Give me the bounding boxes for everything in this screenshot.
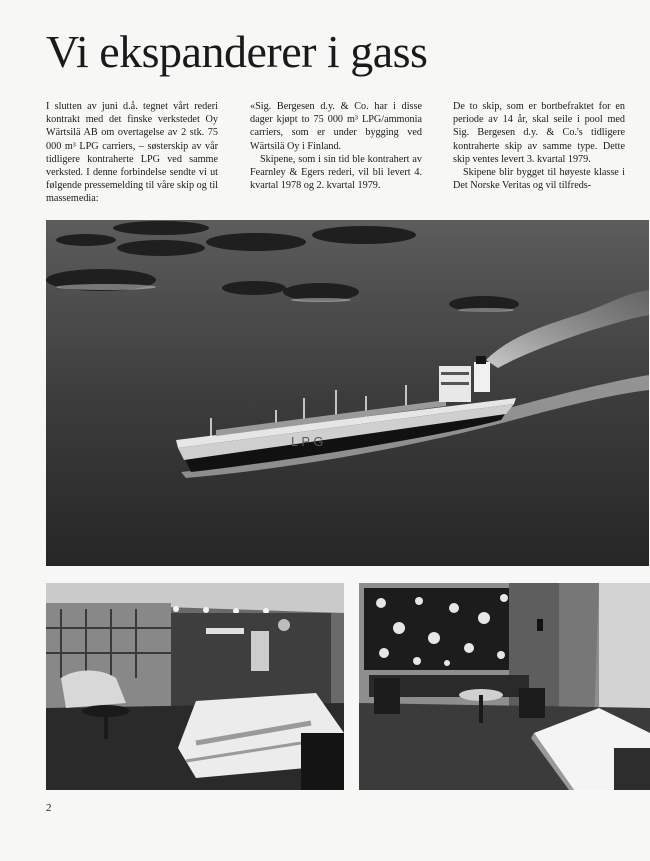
paragraph: De to skip, som er bortbefraktet for en periode av 14 år, skal seile i pool med Sig. Bergesen d.y. & Co.'s tidligere kontraherte skip av samme type. Dette skip ventes levert 3. kvartal 1979. (453, 101, 625, 165)
paragraph: I slutten av juni d.å. tegnet vårt rederi kontrakt med det finske verkstedet Oy Wärtsilä AB om overtagelse av 2 stk. 75 000 m³ LPG carriers, – søsterskip av vår tidligere kontraherte LPG ved samme verksted. I denne forbindelse sendte vi ut følgende pressemelding til våre skip og til massemedia: (46, 101, 218, 205)
text-column-2 (250, 100, 422, 192)
paragraph: «Sig. Bergesen d.y. & Co. har i disse dager kjøpt to 75 000 m³ LPG/ammonia carriers, som er under bygging ved Wärtsilä Oy i Finland. (250, 101, 422, 152)
paragraph: Skipene blir bygget til høyeste klasse i Det Norske Veritas og vil tilfreds- (453, 167, 625, 192)
headline: Vi ekspanderer i gass (46, 26, 428, 77)
paragraph: Skipene, som i sin tid ble kontrahert av Fearnley & Egers rederi, vil bli levert 4. kvartal 1978 og 2. kvartal 1979. (250, 153, 422, 192)
cabin-interior-photo-right (359, 583, 650, 790)
hull-lettering: L P G (291, 434, 324, 449)
cabin-interior-photo-left (46, 583, 344, 790)
text-column-1 (46, 100, 218, 206)
lpg-carrier-photo (46, 220, 649, 566)
page-number: 2 (46, 802, 52, 814)
text-column-3 (453, 100, 625, 192)
